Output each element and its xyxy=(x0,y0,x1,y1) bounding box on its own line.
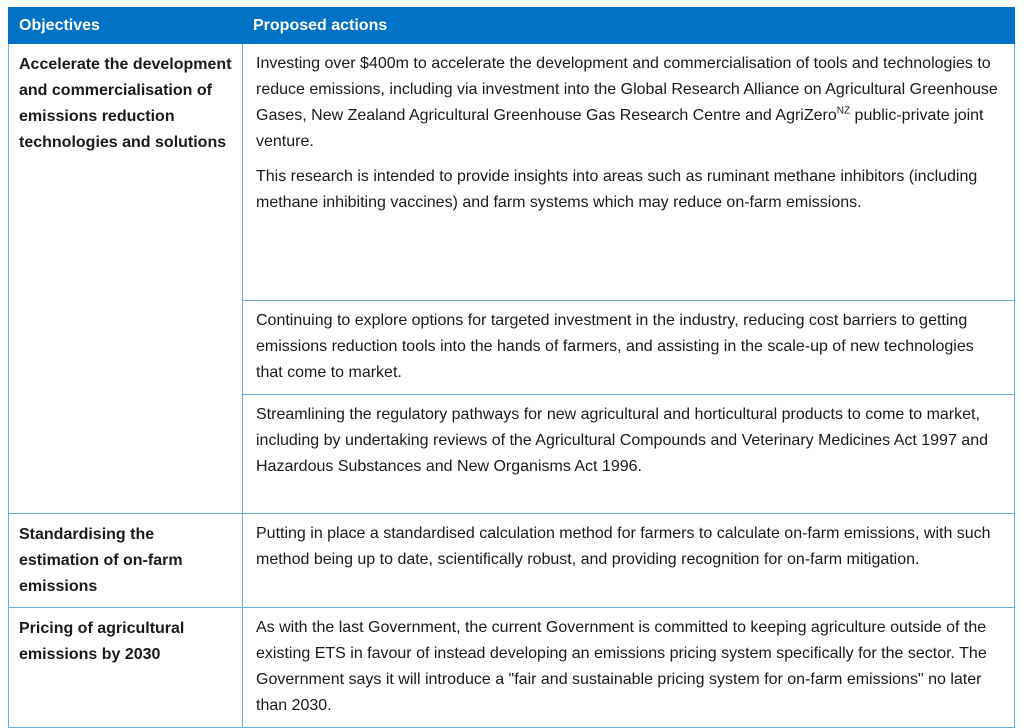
superscript-nz: NZ xyxy=(836,105,851,117)
action-paragraph xyxy=(256,51,1002,155)
table-row xyxy=(9,514,1015,608)
action-cell: Putting in place a standardised calculation method for farmers to calculate on-farm emissions, with such method being up to date, scientifically robust, and providing recognition for on-farm mitigation. xyxy=(243,514,1015,608)
action-text: public-private joint venture. xyxy=(256,107,984,150)
table-row xyxy=(9,608,1015,728)
objective-cell: Accelerate the development and commercialisation of emissions reduction technologies and solutions xyxy=(9,44,243,514)
action-text: Investing over $400m to accelerate the development and commercialisation of tools and technologies to reduce emissions, including via investment into the Global Research Alliance on Agricultural Greenhouse Gases, New Zealand Agricultural Greenhouse Gas Research Centre and AgriZero xyxy=(256,55,998,124)
objective-cell: Pricing of agricultural emissions by 2030 xyxy=(9,608,243,728)
action-cell: Continuing to explore options for targeted investment in the industry, reducing cost barriers to getting emissions reduction tools into the hands of farmers, and assisting in the scale-up of new technologies that come to market. xyxy=(243,301,1015,395)
table-header-row xyxy=(9,8,1015,44)
action-cell: Streamlining the regulatory pathways for new agricultural and horticultural products to come to market, including by undertaking reviews of the Agricultural Compounds and Veterinary Medicines Act 1997 and Hazardous Substances and New Organisms Act 1996. xyxy=(243,395,1015,514)
action-cell xyxy=(243,44,1015,301)
objectives-column-header: Objectives xyxy=(9,8,243,44)
action-paragraph: This research is intended to provide insights into areas such as ruminant methane inhibitors (including methane inhibiting vaccines) and farm systems which may reduce on-farm emissions. xyxy=(256,168,978,211)
table-row xyxy=(9,44,1015,301)
proposed-actions-column-header: Proposed actions xyxy=(243,8,1015,44)
objectives-actions-table xyxy=(8,7,1015,728)
objective-cell: Standardising the estimation of on-farm emissions xyxy=(9,514,243,608)
action-cell: As with the last Government, the current Government is committed to keeping agriculture outside of the existing ETS in favour of instead developing an emissions pricing system specifically for the sector. The Government says it will introduce a "fair and sustainable pricing system for on-farm emissions" no later than 2030. xyxy=(243,608,1015,728)
